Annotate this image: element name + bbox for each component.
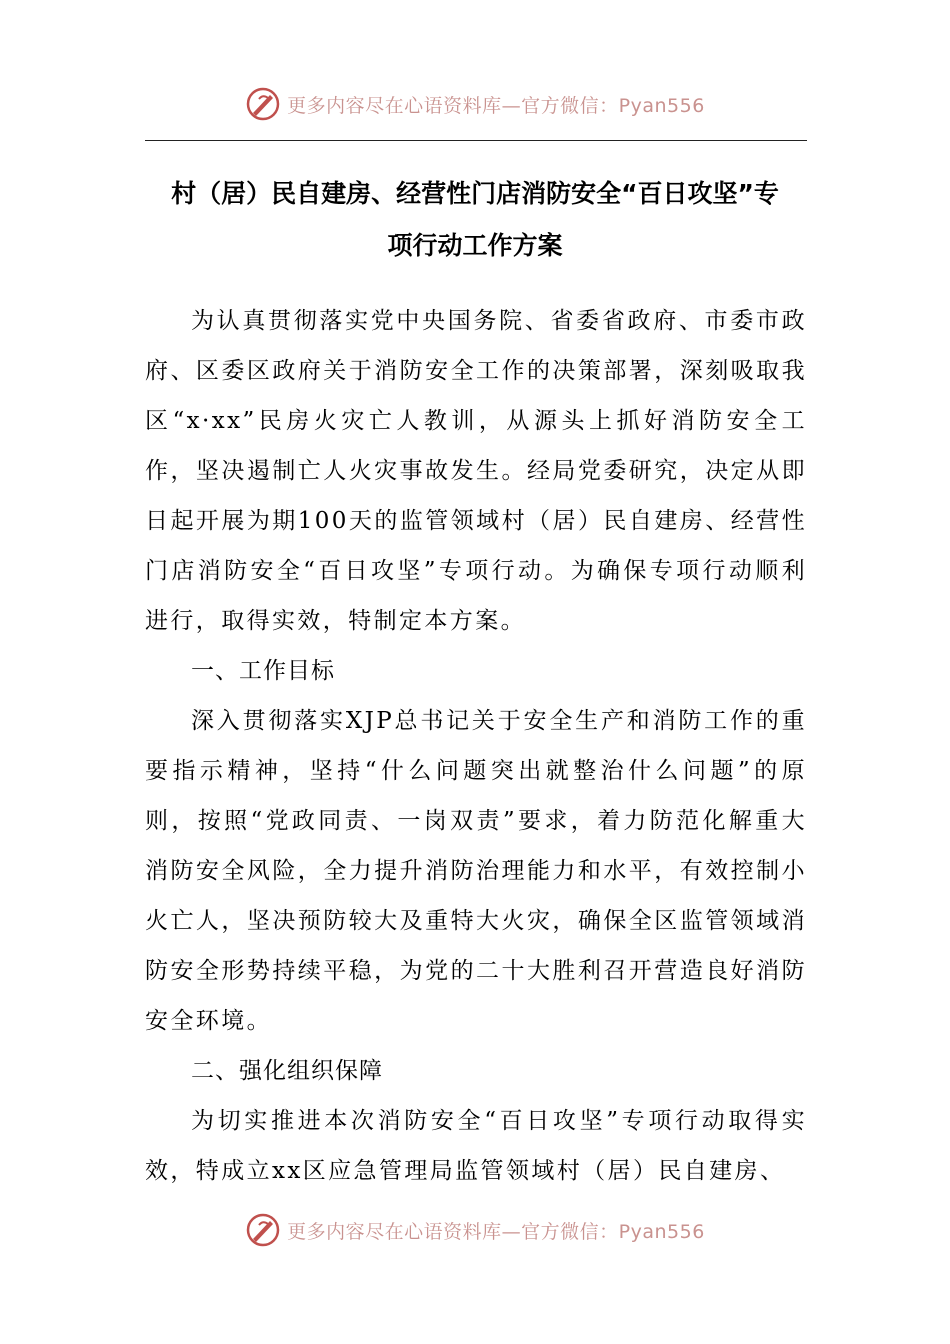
document-body: [145, 296, 807, 1196]
document-title: [130, 168, 820, 272]
watermark-text: 更多内容尽在心语资料库—官方微信：Pyan556: [287, 94, 705, 117]
intro-paragraph: 为认真贯彻落实党中央国务院、省委省政府、市委市政府、区委区政府关于消防安全工作的决策部署，深刻吸取我区“x·xx”民房火灾亡人教训，从源头上抓好消防安全工作，坚决遏制亡人火灾事故发生。经局党委研究，决定从即日起开展为期100天的监管领域村（居）民自建房、经营性门店消防安全“百日攻坚”专项行动。为确保专项行动顺利进行，取得实效，特制定本方案。: [145, 308, 807, 634]
pen-circle-icon: [245, 1212, 281, 1248]
section-heading-1: 一、工作目标: [191, 658, 335, 684]
header-rule: [145, 140, 807, 141]
watermark-banner-top: [0, 82, 950, 126]
section-heading-2: 二、强化组织保障: [191, 1058, 383, 1084]
pen-circle-icon: [245, 86, 281, 122]
section-paragraph-1: 深入贯彻落实XJP总书记关于安全生产和消防工作的重要指示精神，坚持“什么问题突出就整治什么问题”的原则，按照“党政同责、一岗双责”要求，着力防范化解重大消防安全风险，全力提升消防治理能力和水平，有效控制小火亡人，坚决预防较大及重特大火灾，确保全区监管领域消防安全形势持续平稳，为党的二十大胜利召开营造良好消防安全环境。: [145, 708, 807, 1034]
section-paragraph-2: 为切实推进本次消防安全“百日攻坚”专项行动取得实效，特成立xx区应急管理局监管领域村（居）民自建房、: [145, 1108, 807, 1184]
title-line-1: 村（居）民自建房、经营性门店消防安全“百日攻坚”专: [171, 179, 779, 208]
watermark-banner-bottom: [0, 1208, 950, 1252]
title-line-2: 项行动工作方案: [387, 231, 563, 260]
watermark-text: 更多内容尽在心语资料库—官方微信：Pyan556: [287, 1220, 705, 1243]
